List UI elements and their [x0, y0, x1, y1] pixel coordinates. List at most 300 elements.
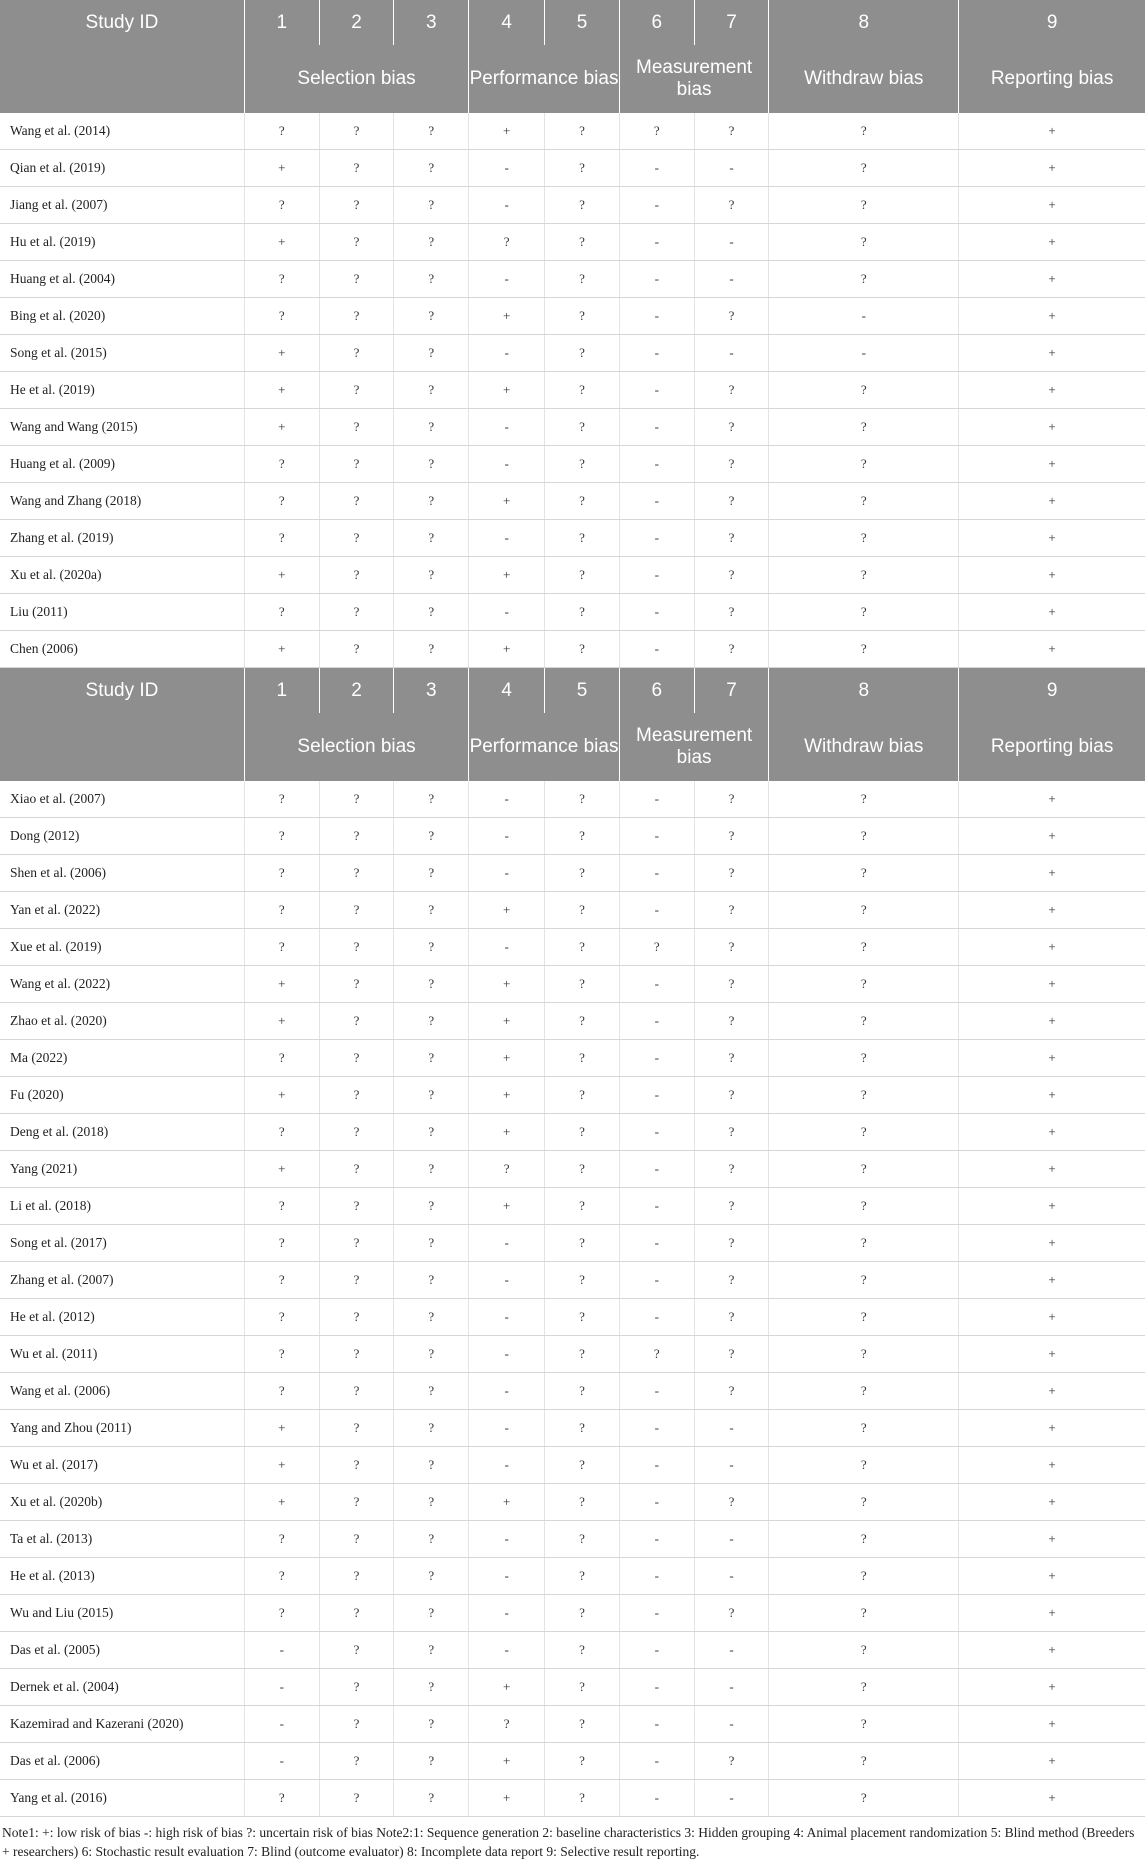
risk-judgement-cell: ?: [545, 631, 620, 668]
risk-judgement-cell: -: [694, 1706, 769, 1743]
risk-judgement-cell: -: [469, 1262, 545, 1299]
risk-judgement-cell: -: [619, 594, 694, 631]
risk-judgement-cell: ?: [694, 892, 769, 929]
risk-judgement-cell: ?: [769, 1558, 959, 1595]
table-row: [0, 446, 1145, 483]
risk-judgement-cell: ?: [545, 892, 620, 929]
table-row: [0, 1447, 1145, 1484]
risk-judgement-cell: -: [619, 1743, 694, 1780]
risk-judgement-cell: ?: [394, 1188, 469, 1225]
table-row: [0, 1484, 1145, 1521]
risk-judgement-cell: -: [619, 187, 694, 224]
risk-judgement-cell: +: [244, 224, 319, 261]
risk-judgement-cell: +: [469, 1780, 545, 1817]
risk-judgement-cell: ?: [545, 483, 620, 520]
risk-judgement-cell: +: [959, 224, 1145, 261]
risk-judgement-cell: ?: [244, 1114, 319, 1151]
risk-judgement-cell: +: [959, 261, 1145, 298]
risk-judgement-cell: ?: [394, 483, 469, 520]
risk-judgement-cell: ?: [694, 187, 769, 224]
risk-judgement-cell: +: [959, 150, 1145, 187]
risk-judgement-cell: ?: [545, 966, 620, 1003]
risk-judgement-cell: -: [469, 335, 545, 372]
risk-judgement-cell: +: [959, 818, 1145, 855]
risk-judgement-cell: +: [959, 1669, 1145, 1706]
risk-judgement-cell: +: [959, 781, 1145, 818]
risk-judgement-cell: ?: [319, 446, 394, 483]
study-id-cell: Dernek et al. (2004): [0, 1669, 244, 1706]
risk-judgement-cell: ?: [769, 261, 959, 298]
risk-judgement-cell: ?: [319, 1373, 394, 1410]
risk-judgement-cell: -: [469, 409, 545, 446]
risk-judgement-cell: ?: [769, 1669, 959, 1706]
risk-judgement-cell: +: [959, 1299, 1145, 1336]
risk-judgement-cell: -: [469, 594, 545, 631]
risk-judgement-cell: ?: [244, 298, 319, 335]
risk-judgement-cell: ?: [545, 557, 620, 594]
risk-judgement-cell: ?: [319, 781, 394, 818]
risk-judgement-cell: -: [694, 261, 769, 298]
risk-judgement-cell: ?: [769, 372, 959, 409]
risk-judgement-cell: ?: [545, 594, 620, 631]
risk-judgement-cell: +: [469, 1484, 545, 1521]
risk-judgement-cell: ?: [769, 1447, 959, 1484]
risk-judgement-cell: -: [694, 335, 769, 372]
table-row: [0, 818, 1145, 855]
risk-judgement-cell: -: [469, 1521, 545, 1558]
risk-judgement-cell: +: [244, 409, 319, 446]
risk-judgement-cell: +: [469, 372, 545, 409]
risk-judgement-cell: -: [469, 1595, 545, 1632]
risk-judgement-cell: ?: [694, 1299, 769, 1336]
risk-judgement-cell: ?: [319, 224, 394, 261]
risk-judgement-cell: ?: [694, 372, 769, 409]
risk-judgement-cell: ?: [694, 1373, 769, 1410]
risk-judgement-cell: -: [619, 409, 694, 446]
study-id-cell: He et al. (2013): [0, 1558, 244, 1595]
item-number-header: 4: [469, 0, 545, 45]
risk-judgement-cell: -: [619, 335, 694, 372]
risk-judgement-cell: ?: [694, 781, 769, 818]
risk-judgement-cell: ?: [545, 1151, 620, 1188]
risk-judgement-cell: ?: [244, 892, 319, 929]
study-id-cell: Jiang et al. (2007): [0, 187, 244, 224]
risk-judgement-cell: ?: [769, 631, 959, 668]
risk-judgement-cell: -: [619, 855, 694, 892]
study-id-cell: Xue et al. (2019): [0, 929, 244, 966]
study-id-cell: Deng et al. (2018): [0, 1114, 244, 1151]
risk-judgement-cell: ?: [394, 1595, 469, 1632]
risk-judgement-cell: -: [469, 929, 545, 966]
risk-judgement-cell: +: [244, 1003, 319, 1040]
risk-judgement-cell: -: [619, 298, 694, 335]
risk-judgement-cell: ?: [394, 966, 469, 1003]
performance-bias-header: Performance bias: [469, 45, 620, 113]
risk-judgement-cell: +: [959, 1780, 1145, 1817]
risk-judgement-cell: ?: [319, 818, 394, 855]
study-id-cell: Wu et al. (2011): [0, 1336, 244, 1373]
risk-judgement-cell: +: [959, 1447, 1145, 1484]
study-id-cell: Wang et al. (2022): [0, 966, 244, 1003]
risk-judgement-cell: ?: [394, 372, 469, 409]
risk-judgement-cell: +: [959, 1114, 1145, 1151]
item-number-header: 8: [769, 668, 959, 714]
table-row: [0, 631, 1145, 668]
risk-judgement-cell: ?: [319, 483, 394, 520]
reporting-bias-header: Reporting bias: [959, 45, 1145, 113]
risk-judgement-cell: ?: [394, 1558, 469, 1595]
risk-judgement-cell: ?: [545, 1484, 620, 1521]
risk-judgement-cell: ?: [694, 1262, 769, 1299]
risk-judgement-cell: ?: [694, 1225, 769, 1262]
item-number-header: 8: [769, 0, 959, 45]
risk-judgement-cell: ?: [545, 1447, 620, 1484]
risk-judgement-cell: -: [619, 1299, 694, 1336]
risk-judgement-cell: +: [959, 298, 1145, 335]
risk-judgement-cell: ?: [769, 1706, 959, 1743]
study-id-cell: Xiao et al. (2007): [0, 781, 244, 818]
risk-judgement-cell: ?: [694, 631, 769, 668]
risk-judgement-cell: -: [619, 1410, 694, 1447]
risk-judgement-cell: ?: [769, 1373, 959, 1410]
risk-judgement-cell: ?: [545, 818, 620, 855]
risk-judgement-cell: ?: [769, 150, 959, 187]
risk-judgement-cell: ?: [244, 1225, 319, 1262]
risk-judgement-cell: +: [959, 557, 1145, 594]
risk-judgement-cell: +: [959, 1743, 1145, 1780]
table-row: [0, 1151, 1145, 1188]
risk-judgement-cell: +: [244, 631, 319, 668]
risk-judgement-cell: ?: [545, 1188, 620, 1225]
risk-judgement-cell: ?: [319, 631, 394, 668]
risk-judgement-cell: +: [959, 1373, 1145, 1410]
risk-judgement-cell: ?: [619, 1336, 694, 1373]
table-row: [0, 1743, 1145, 1780]
risk-judgement-cell: ?: [394, 1114, 469, 1151]
risk-judgement-cell: ?: [545, 335, 620, 372]
risk-judgement-cell: +: [959, 966, 1145, 1003]
risk-judgement-cell: ?: [244, 594, 319, 631]
risk-judgement-cell: -: [694, 1410, 769, 1447]
risk-judgement-cell: ?: [694, 1595, 769, 1632]
risk-judgement-cell: +: [469, 1003, 545, 1040]
table-row: [0, 1336, 1145, 1373]
risk-judgement-cell: ?: [394, 929, 469, 966]
risk-judgement-cell: +: [959, 1484, 1145, 1521]
risk-judgement-cell: -: [619, 781, 694, 818]
study-id-cell: Fu (2020): [0, 1077, 244, 1114]
risk-judgement-cell: ?: [244, 187, 319, 224]
reporting-bias-header: Reporting bias: [959, 713, 1145, 781]
risk-judgement-cell: -: [619, 261, 694, 298]
risk-judgement-cell: ?: [394, 1373, 469, 1410]
table-row: [0, 150, 1145, 187]
risk-judgement-cell: +: [959, 1188, 1145, 1225]
table-row: [0, 1632, 1145, 1669]
risk-judgement-cell: -: [619, 818, 694, 855]
risk-judgement-cell: ?: [319, 1003, 394, 1040]
risk-judgement-cell: ?: [394, 1484, 469, 1521]
study-id-cell: Huang et al. (2009): [0, 446, 244, 483]
risk-judgement-cell: ?: [394, 1410, 469, 1447]
risk-judgement-cell: -: [619, 1040, 694, 1077]
risk-judgement-cell: +: [959, 335, 1145, 372]
risk-judgement-cell: -: [244, 1706, 319, 1743]
risk-judgement-cell: ?: [394, 855, 469, 892]
risk-judgement-cell: ?: [769, 224, 959, 261]
risk-judgement-cell: ?: [319, 335, 394, 372]
risk-judgement-cell: -: [619, 557, 694, 594]
study-id-cell: He et al. (2012): [0, 1299, 244, 1336]
measurement-bias-header: Measurement bias: [619, 713, 769, 781]
risk-judgement-cell: +: [469, 483, 545, 520]
risk-judgement-cell: ?: [694, 1077, 769, 1114]
risk-judgement-cell: ?: [244, 1040, 319, 1077]
study-id-cell: Xu et al. (2020b): [0, 1484, 244, 1521]
risk-judgement-cell: ?: [769, 1484, 959, 1521]
risk-judgement-cell: ?: [545, 1780, 620, 1817]
risk-judgement-cell: ?: [244, 483, 319, 520]
risk-judgement-cell: -: [469, 855, 545, 892]
study-id-cell: Bing et al. (2020): [0, 298, 244, 335]
risk-judgement-cell: -: [694, 1521, 769, 1558]
risk-judgement-cell: ?: [545, 1114, 620, 1151]
risk-judgement-cell: ?: [769, 1225, 959, 1262]
risk-judgement-cell: +: [959, 446, 1145, 483]
item-number-header: 2: [319, 0, 394, 45]
risk-judgement-cell: ?: [394, 113, 469, 150]
risk-judgement-cell: ?: [394, 1040, 469, 1077]
selection-bias-header: Selection bias: [244, 713, 468, 781]
table-row: [0, 483, 1145, 520]
table-row: [0, 929, 1145, 966]
risk-judgement-cell: ?: [244, 1188, 319, 1225]
table-row: [0, 1262, 1145, 1299]
table-row: [0, 1003, 1145, 1040]
risk-judgement-cell: +: [959, 594, 1145, 631]
risk-judgement-cell: ?: [394, 1521, 469, 1558]
header-blank-cell: [0, 713, 244, 781]
risk-judgement-cell: -: [469, 1632, 545, 1669]
risk-judgement-cell: ?: [769, 1003, 959, 1040]
risk-judgement-cell: ?: [244, 1595, 319, 1632]
risk-judgement-cell: ?: [545, 113, 620, 150]
risk-judgement-cell: ?: [694, 1336, 769, 1373]
risk-judgement-cell: ?: [244, 261, 319, 298]
risk-judgement-cell: ?: [319, 1114, 394, 1151]
risk-judgement-cell: ?: [769, 892, 959, 929]
risk-judgement-cell: ?: [394, 557, 469, 594]
risk-judgement-cell: +: [959, 929, 1145, 966]
risk-judgement-cell: ?: [394, 409, 469, 446]
risk-judgement-cell: -: [469, 781, 545, 818]
risk-judgement-cell: -: [694, 1447, 769, 1484]
table-row: [0, 1595, 1145, 1632]
risk-judgement-cell: +: [959, 1003, 1145, 1040]
risk-judgement-cell: ?: [545, 1706, 620, 1743]
risk-judgement-cell: ?: [319, 1040, 394, 1077]
risk-judgement-cell: ?: [394, 224, 469, 261]
header-row-groups: [0, 713, 1145, 781]
withdraw-bias-header: Withdraw bias: [769, 45, 959, 113]
risk-judgement-cell: ?: [469, 1706, 545, 1743]
risk-judgement-cell: ?: [244, 1373, 319, 1410]
risk-judgement-cell: ?: [394, 1151, 469, 1188]
risk-judgement-cell: ?: [319, 1262, 394, 1299]
table-row: [0, 594, 1145, 631]
risk-judgement-cell: -: [619, 1706, 694, 1743]
risk-judgement-cell: ?: [319, 1410, 394, 1447]
risk-judgement-cell: -: [469, 261, 545, 298]
study-id-cell: Wang et al. (2014): [0, 113, 244, 150]
risk-judgement-cell: -: [469, 446, 545, 483]
risk-judgement-cell: +: [959, 1558, 1145, 1595]
risk-judgement-cell: -: [619, 1558, 694, 1595]
risk-judgement-cell: +: [959, 1410, 1145, 1447]
risk-judgement-cell: +: [469, 1188, 545, 1225]
risk-judgement-cell: +: [469, 1114, 545, 1151]
risk-judgement-cell: ?: [769, 1595, 959, 1632]
risk-judgement-cell: +: [469, 631, 545, 668]
risk-judgement-cell: ?: [545, 1669, 620, 1706]
risk-judgement-cell: ?: [469, 224, 545, 261]
study-id-cell: Dong (2012): [0, 818, 244, 855]
risk-judgement-cell: ?: [769, 1632, 959, 1669]
risk-judgement-cell: ?: [545, 1336, 620, 1373]
risk-judgement-cell: ?: [394, 446, 469, 483]
table-row: [0, 892, 1145, 929]
risk-judgement-cell: ?: [244, 1521, 319, 1558]
risk-judgement-cell: +: [469, 298, 545, 335]
study-id-cell: Chen (2006): [0, 631, 244, 668]
risk-judgement-cell: ?: [545, 1410, 620, 1447]
study-id-cell: Wang and Wang (2015): [0, 409, 244, 446]
risk-judgement-cell: ?: [319, 1188, 394, 1225]
risk-judgement-cell: ?: [319, 892, 394, 929]
risk-judgement-cell: ?: [394, 1632, 469, 1669]
risk-judgement-cell: ?: [319, 1336, 394, 1373]
risk-judgement-cell: -: [619, 1780, 694, 1817]
risk-judgement-cell: ?: [619, 929, 694, 966]
risk-judgement-cell: -: [469, 818, 545, 855]
table-row: [0, 1706, 1145, 1743]
risk-judgement-cell: -: [469, 1558, 545, 1595]
risk-judgement-cell: +: [244, 335, 319, 372]
risk-judgement-cell: ?: [319, 150, 394, 187]
item-number-header: 4: [469, 668, 545, 714]
risk-judgement-cell: ?: [769, 1151, 959, 1188]
risk-judgement-cell: +: [469, 1669, 545, 1706]
table-row: [0, 1558, 1145, 1595]
risk-judgement-cell: +: [244, 1410, 319, 1447]
risk-judgement-cell: ?: [769, 1299, 959, 1336]
risk-judgement-cell: ?: [244, 929, 319, 966]
risk-judgement-cell: ?: [319, 298, 394, 335]
study-id-header: Study ID: [0, 0, 244, 45]
risk-judgement-cell: ?: [394, 1706, 469, 1743]
risk-judgement-cell: +: [959, 1521, 1145, 1558]
table-row: [0, 1299, 1145, 1336]
study-id-cell: Ta et al. (2013): [0, 1521, 244, 1558]
risk-judgement-cell: -: [469, 1225, 545, 1262]
risk-judgement-cell: ?: [545, 520, 620, 557]
header-row-numbers: [0, 668, 1145, 714]
risk-judgement-cell: +: [959, 855, 1145, 892]
table-row: [0, 1077, 1145, 1114]
risk-judgement-cell: +: [959, 372, 1145, 409]
risk-judgement-cell: ?: [244, 1299, 319, 1336]
risk-judgement-cell: ?: [244, 781, 319, 818]
risk-judgement-cell: ?: [319, 966, 394, 1003]
risk-judgement-cell: ?: [545, 187, 620, 224]
risk-judgement-cell: +: [959, 1262, 1145, 1299]
risk-judgement-cell: ?: [394, 1225, 469, 1262]
risk-judgement-cell: ?: [694, 520, 769, 557]
risk-judgement-cell: -: [694, 1632, 769, 1669]
risk-judgement-cell: ?: [769, 1521, 959, 1558]
risk-judgement-cell: ?: [769, 446, 959, 483]
risk-judgement-cell: -: [619, 1484, 694, 1521]
item-number-header: 3: [394, 0, 469, 45]
risk-judgement-cell: ?: [319, 1151, 394, 1188]
table-row: [0, 1225, 1145, 1262]
risk-judgement-cell: ?: [394, 1262, 469, 1299]
risk-judgement-cell: ?: [769, 929, 959, 966]
table-row: [0, 966, 1145, 1003]
risk-judgement-cell: ?: [545, 1632, 620, 1669]
risk-judgement-cell: +: [959, 1336, 1145, 1373]
risk-judgement-cell: -: [469, 150, 545, 187]
risk-judgement-cell: ?: [394, 1299, 469, 1336]
risk-judgement-cell: +: [244, 1484, 319, 1521]
risk-judgement-cell: -: [469, 1410, 545, 1447]
risk-judgement-cell: ?: [394, 187, 469, 224]
item-number-header: 7: [694, 668, 769, 714]
table-row: [0, 261, 1145, 298]
risk-judgement-cell: ?: [769, 1114, 959, 1151]
table-row: [0, 1188, 1145, 1225]
risk-judgement-cell: ?: [694, 1151, 769, 1188]
risk-judgement-cell: ?: [769, 594, 959, 631]
risk-judgement-cell: ?: [319, 557, 394, 594]
study-id-cell: Zhao et al. (2020): [0, 1003, 244, 1040]
risk-judgement-cell: +: [244, 1077, 319, 1114]
risk-judgement-cell: -: [619, 1521, 694, 1558]
risk-judgement-cell: ?: [319, 113, 394, 150]
risk-judgement-cell: ?: [545, 1003, 620, 1040]
risk-judgement-cell: ?: [319, 1632, 394, 1669]
risk-judgement-cell: ?: [394, 1669, 469, 1706]
risk-judgement-cell: -: [619, 520, 694, 557]
risk-judgement-cell: ?: [244, 1558, 319, 1595]
risk-judgement-cell: ?: [394, 298, 469, 335]
risk-judgement-cell: ?: [694, 1743, 769, 1780]
risk-judgement-cell: ?: [545, 1077, 620, 1114]
study-id-cell: Yang (2021): [0, 1151, 244, 1188]
risk-judgement-cell: ?: [394, 1003, 469, 1040]
risk-judgement-cell: -: [619, 1447, 694, 1484]
risk-judgement-cell: ?: [694, 929, 769, 966]
risk-judgement-cell: ?: [319, 1780, 394, 1817]
table-row: [0, 557, 1145, 594]
item-number-header: 6: [619, 0, 694, 45]
study-id-cell: Yang et al. (2016): [0, 1780, 244, 1817]
risk-judgement-cell: ?: [394, 1780, 469, 1817]
risk-judgement-cell: ?: [694, 966, 769, 1003]
risk-judgement-cell: -: [244, 1669, 319, 1706]
risk-judgement-cell: ?: [319, 929, 394, 966]
risk-judgement-cell: ?: [319, 1225, 394, 1262]
